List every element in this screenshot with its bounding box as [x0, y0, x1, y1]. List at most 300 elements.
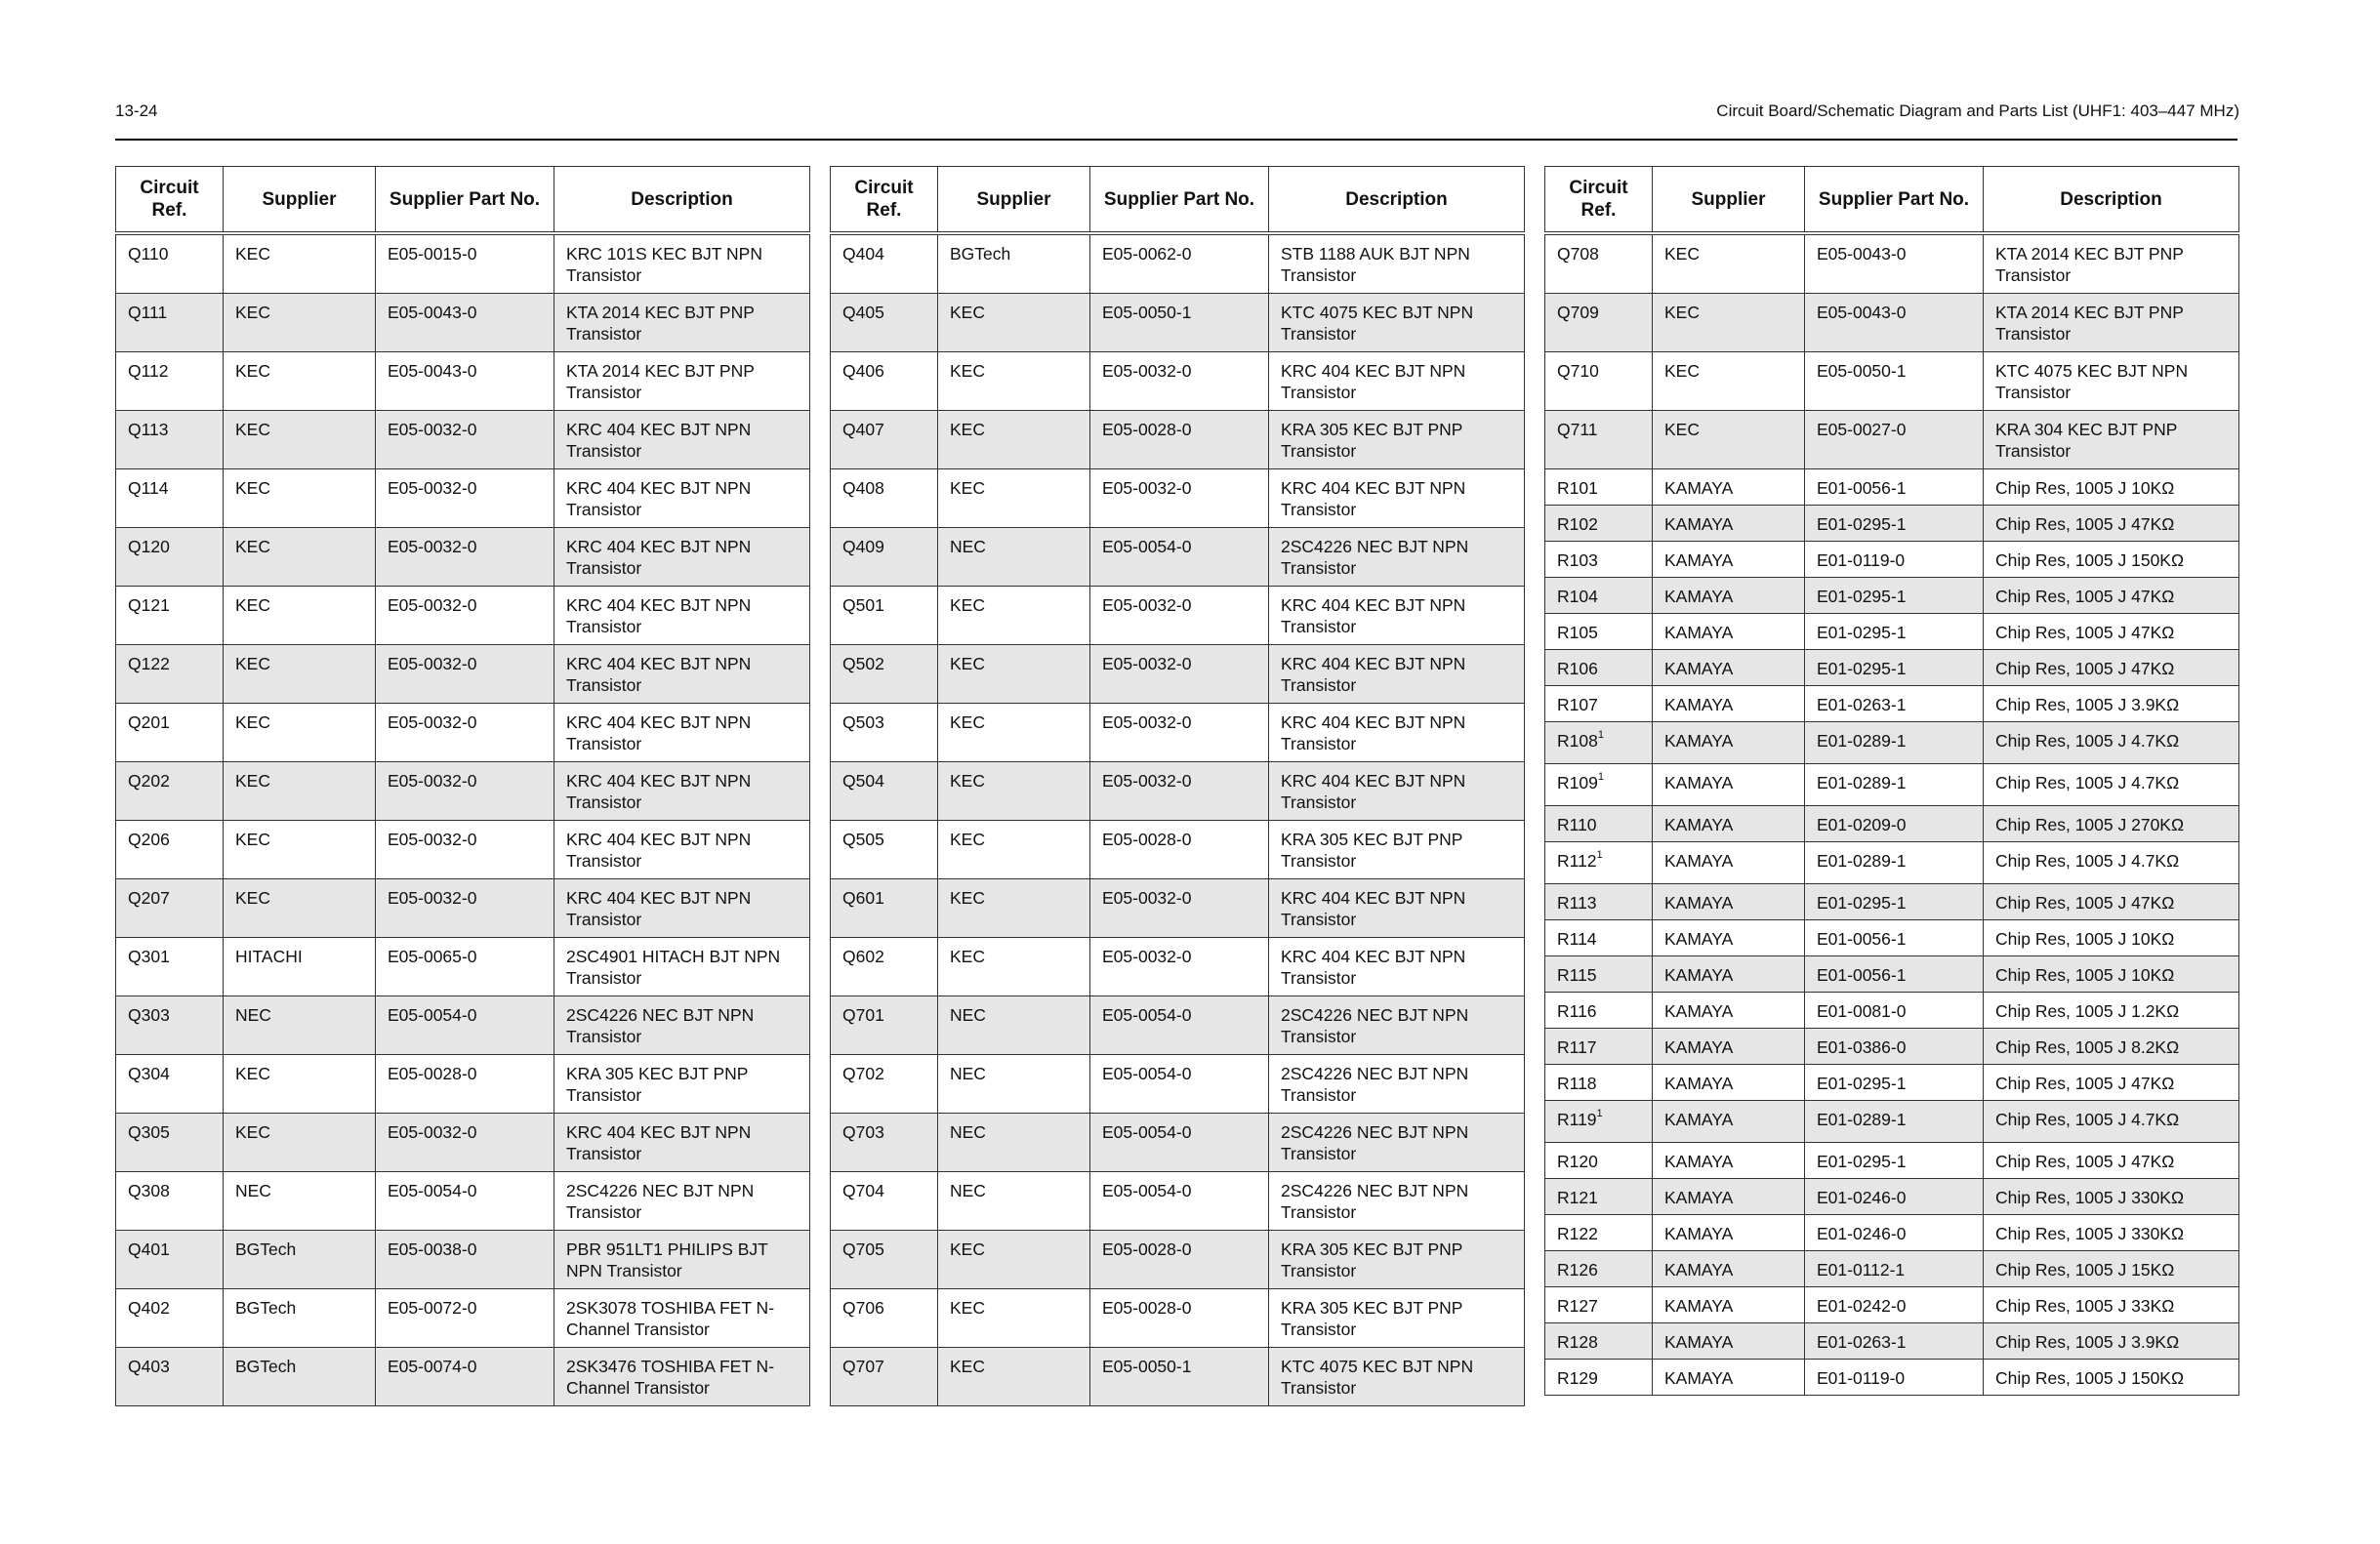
- circuit-ref-text: R102: [1557, 514, 1598, 534]
- page-title: Circuit Board/Schematic Diagram and Parts List (UHF1: 403–447 MHz): [1716, 102, 2239, 120]
- cell-description: KTA 2014 KEC BJT PNP Transistor: [1984, 233, 2239, 294]
- cell-supplier: KEC: [1653, 233, 1805, 294]
- cell-supplier-part-no: E05-0027-0: [1805, 411, 1984, 469]
- cell-supplier-part-no: E05-0054-0: [1090, 996, 1269, 1055]
- cell-supplier: KEC: [938, 821, 1090, 879]
- table-row: [831, 996, 1525, 1055]
- cell-description: KRC 404 KEC BJT NPN Transistor: [1269, 762, 1525, 821]
- table-row: [831, 1172, 1525, 1231]
- cell-description: 2SK3078 TOSHIBA FET N-Channel Transistor: [554, 1289, 810, 1348]
- parts-table-3: [1544, 166, 2239, 1396]
- circuit-ref-text: R109: [1557, 773, 1598, 792]
- header-circuit-ref: Circuit Ref.: [116, 167, 224, 234]
- cell-description: KRC 404 KEC BJT NPN Transistor: [1269, 352, 1525, 411]
- table-row: [1545, 1179, 2239, 1215]
- circuit-ref-text: Q401: [128, 1239, 170, 1259]
- cell-circuit-ref: [1545, 722, 1653, 764]
- circuit-ref-text: R114: [1557, 929, 1597, 949]
- cell-description: KRC 404 KEC BJT NPN Transistor: [1269, 587, 1525, 645]
- cell-description: Chip Res, 1005 J 47KΩ: [1984, 506, 2239, 542]
- circuit-ref-text: Q406: [842, 361, 884, 381]
- cell-description: KRA 305 KEC BJT PNP Transistor: [1269, 1289, 1525, 1348]
- cell-supplier-part-no: E01-0289-1: [1805, 842, 1984, 884]
- table-row: [831, 1289, 1525, 1348]
- cell-supplier: KAMAYA: [1653, 993, 1805, 1029]
- table-row: [1545, 233, 2239, 294]
- cell-supplier-part-no: E05-0054-0: [1090, 1114, 1269, 1172]
- table-row: [116, 233, 810, 294]
- cell-supplier: KEC: [224, 1114, 376, 1172]
- circuit-ref-text: Q501: [842, 595, 884, 615]
- circuit-ref-text: R126: [1557, 1260, 1598, 1280]
- table-row: [831, 645, 1525, 704]
- cell-supplier-part-no: E05-0054-0: [376, 1172, 554, 1231]
- cell-circuit-ref: [831, 821, 938, 879]
- cell-circuit-ref: [116, 996, 224, 1055]
- cell-circuit-ref: [116, 294, 224, 352]
- cell-circuit-ref: [1545, 1360, 1653, 1396]
- table-row: [831, 528, 1525, 587]
- cell-description: Chip Res, 1005 J 47KΩ: [1984, 578, 2239, 614]
- cell-description: KTC 4075 KEC BJT NPN Transistor: [1984, 352, 2239, 411]
- cell-supplier: KEC: [938, 879, 1090, 938]
- cell-supplier-part-no: E05-0032-0: [376, 469, 554, 528]
- table-row: [831, 469, 1525, 528]
- circuit-ref-text: Q503: [842, 712, 884, 732]
- cell-circuit-ref: [1545, 686, 1653, 722]
- header-circuit-ref: Circuit Ref.: [1545, 167, 1653, 234]
- cell-description: 2SC4226 NEC BJT NPN Transistor: [1269, 1055, 1525, 1114]
- cell-supplier: KAMAYA: [1653, 1179, 1805, 1215]
- circuit-ref-text: R110: [1557, 815, 1597, 834]
- table-row: [831, 411, 1525, 469]
- cell-supplier: KEC: [938, 1348, 1090, 1406]
- cell-circuit-ref: [1545, 1251, 1653, 1287]
- table-row: [116, 469, 810, 528]
- header-supplier-part-no: Supplier Part No.: [1805, 167, 1984, 234]
- table-row: [831, 704, 1525, 762]
- cell-supplier: KEC: [938, 1231, 1090, 1289]
- table-row: [116, 821, 810, 879]
- cell-supplier-part-no: E05-0028-0: [1090, 1289, 1269, 1348]
- cell-supplier-part-no: E01-0119-0: [1805, 1360, 1984, 1396]
- cell-supplier-part-no: E01-0081-0: [1805, 993, 1984, 1029]
- table-row: [1545, 1029, 2239, 1065]
- cell-circuit-ref: [1545, 352, 1653, 411]
- cell-supplier-part-no: E05-0028-0: [1090, 411, 1269, 469]
- table-row: [1545, 686, 2239, 722]
- cell-circuit-ref: [116, 645, 224, 704]
- table-row: [116, 996, 810, 1055]
- cell-supplier: KEC: [224, 294, 376, 352]
- cell-circuit-ref: [116, 1289, 224, 1348]
- circuit-ref-text: Q602: [842, 947, 884, 966]
- cell-circuit-ref: [116, 1348, 224, 1406]
- circuit-ref-text: Q711: [1557, 420, 1598, 439]
- cell-circuit-ref: [831, 233, 938, 294]
- cell-description: 2SC4226 NEC BJT NPN Transistor: [1269, 1172, 1525, 1231]
- cell-circuit-ref: [831, 1114, 938, 1172]
- cell-circuit-ref: [1545, 542, 1653, 578]
- cell-circuit-ref: [831, 938, 938, 996]
- cell-description: Chip Res, 1005 J 3.9KΩ: [1984, 686, 2239, 722]
- cell-description: Chip Res, 1005 J 4.7KΩ: [1984, 764, 2239, 806]
- circuit-ref-text: Q120: [128, 537, 170, 556]
- cell-supplier-part-no: E05-0032-0: [376, 821, 554, 879]
- cell-description: Chip Res, 1005 J 4.7KΩ: [1984, 842, 2239, 884]
- cell-supplier-part-no: E05-0032-0: [1090, 587, 1269, 645]
- circuit-ref-text: R128: [1557, 1332, 1598, 1352]
- cell-description: Chip Res, 1005 J 150KΩ: [1984, 542, 2239, 578]
- parts-table-2: [830, 166, 1525, 1406]
- cell-supplier-part-no: E05-0065-0: [376, 938, 554, 996]
- table-row: [1545, 650, 2239, 686]
- cell-supplier: KEC: [938, 352, 1090, 411]
- circuit-ref-text: R116: [1557, 1001, 1597, 1021]
- footnote-marker: 1: [1596, 1108, 1603, 1120]
- table-row: [1545, 1101, 2239, 1143]
- cell-supplier: KEC: [938, 704, 1090, 762]
- cell-supplier-part-no: E01-0295-1: [1805, 578, 1984, 614]
- cell-circuit-ref: [116, 938, 224, 996]
- circuit-ref-text: Q407: [842, 420, 884, 439]
- footnote-marker: 1: [1596, 849, 1603, 862]
- cell-description: 2SC4226 NEC BJT NPN Transistor: [554, 996, 810, 1055]
- cell-description: KRC 404 KEC BJT NPN Transistor: [1269, 879, 1525, 938]
- cell-supplier-part-no: E05-0054-0: [1090, 1172, 1269, 1231]
- circuit-ref-text: Q305: [128, 1122, 170, 1142]
- circuit-ref-text: Q404: [842, 244, 884, 264]
- circuit-ref-text: R101: [1557, 478, 1598, 498]
- cell-circuit-ref: [116, 1114, 224, 1172]
- cell-supplier: KEC: [224, 469, 376, 528]
- cell-circuit-ref: [116, 1231, 224, 1289]
- table-row: [1545, 578, 2239, 614]
- cell-description: Chip Res, 1005 J 270KΩ: [1984, 806, 2239, 842]
- cell-supplier-part-no: E05-0032-0: [376, 704, 554, 762]
- cell-description: 2SC4901 HITACH BJT NPN Transistor: [554, 938, 810, 996]
- circuit-ref-text: Q114: [128, 478, 169, 498]
- cell-description: Chip Res, 1005 J 8.2KΩ: [1984, 1029, 2239, 1065]
- cell-supplier: BGTech: [224, 1348, 376, 1406]
- cell-supplier-part-no: E05-0032-0: [1090, 762, 1269, 821]
- circuit-ref-text: Q706: [842, 1298, 884, 1318]
- cell-description: KRC 404 KEC BJT NPN Transistor: [554, 762, 810, 821]
- circuit-ref-text: Q304: [128, 1064, 170, 1083]
- cell-circuit-ref: [1545, 1101, 1653, 1143]
- table-row: [831, 821, 1525, 879]
- header-circuit-ref: Circuit Ref.: [831, 167, 938, 234]
- cell-description: STB 1188 AUK BJT NPN Transistor: [1269, 233, 1525, 294]
- cell-supplier: NEC: [938, 1114, 1090, 1172]
- cell-supplier-part-no: E05-0074-0: [376, 1348, 554, 1406]
- cell-supplier-part-no: E05-0032-0: [1090, 704, 1269, 762]
- circuit-ref-text: R104: [1557, 587, 1598, 606]
- cell-circuit-ref: [116, 233, 224, 294]
- cell-supplier: KAMAYA: [1653, 1287, 1805, 1323]
- circuit-ref-text: R119: [1557, 1110, 1597, 1129]
- cell-supplier-part-no: E01-0295-1: [1805, 1065, 1984, 1101]
- cell-supplier: KEC: [224, 411, 376, 469]
- cell-description: KTC 4075 KEC BJT NPN Transistor: [1269, 294, 1525, 352]
- table-row: [1545, 411, 2239, 469]
- circuit-ref-text: Q708: [1557, 244, 1599, 264]
- circuit-ref-text: Q505: [842, 830, 884, 849]
- cell-supplier: KAMAYA: [1653, 1029, 1805, 1065]
- table-row: [1545, 614, 2239, 650]
- cell-supplier-part-no: E05-0062-0: [1090, 233, 1269, 294]
- table-row: [1545, 1251, 2239, 1287]
- table-row: [1545, 842, 2239, 884]
- cell-circuit-ref: [831, 352, 938, 411]
- circuit-ref-text: Q308: [128, 1181, 170, 1200]
- cell-supplier: NEC: [938, 1172, 1090, 1231]
- circuit-ref-text: R127: [1557, 1296, 1598, 1316]
- cell-supplier: KAMAYA: [1653, 884, 1805, 920]
- table-row: [116, 704, 810, 762]
- circuit-ref-text: Q301: [128, 947, 170, 966]
- circuit-ref-text: Q601: [842, 888, 884, 908]
- table-row: [831, 1231, 1525, 1289]
- cell-supplier-part-no: E05-0015-0: [376, 233, 554, 294]
- cell-circuit-ref: [1545, 469, 1653, 506]
- cell-circuit-ref: [831, 1348, 938, 1406]
- cell-supplier: BGTech: [938, 233, 1090, 294]
- table-row: [831, 587, 1525, 645]
- cell-supplier: KEC: [224, 528, 376, 587]
- cell-supplier: BGTech: [224, 1231, 376, 1289]
- cell-supplier: KEC: [938, 587, 1090, 645]
- cell-circuit-ref: [116, 411, 224, 469]
- circuit-ref-text: Q110: [128, 244, 169, 264]
- circuit-ref-text: Q710: [1557, 361, 1599, 381]
- footnote-marker: 1: [1597, 729, 1604, 742]
- table-row: [116, 1289, 810, 1348]
- cell-supplier-part-no: E01-0246-0: [1805, 1179, 1984, 1215]
- table-row: [1545, 542, 2239, 578]
- circuit-ref-text: R122: [1557, 1224, 1598, 1243]
- cell-supplier-part-no: E01-0209-0: [1805, 806, 1984, 842]
- circuit-ref-text: Q408: [842, 478, 884, 498]
- cell-circuit-ref: [1545, 1215, 1653, 1251]
- cell-supplier-part-no: E01-0295-1: [1805, 884, 1984, 920]
- cell-supplier: KEC: [224, 762, 376, 821]
- cell-supplier-part-no: E05-0032-0: [376, 1114, 554, 1172]
- circuit-ref-text: Q206: [128, 830, 170, 849]
- cell-supplier: KAMAYA: [1653, 806, 1805, 842]
- cell-description: KRC 404 KEC BJT NPN Transistor: [1269, 938, 1525, 996]
- cell-circuit-ref: [1545, 1143, 1653, 1179]
- table-row: [116, 879, 810, 938]
- cell-circuit-ref: [1545, 233, 1653, 294]
- table-row: [1545, 1287, 2239, 1323]
- cell-description: Chip Res, 1005 J 10KΩ: [1984, 920, 2239, 956]
- cell-circuit-ref: [1545, 1029, 1653, 1065]
- cell-supplier: KAMAYA: [1653, 506, 1805, 542]
- cell-circuit-ref: [831, 879, 938, 938]
- circuit-ref-text: R107: [1557, 695, 1598, 714]
- cell-circuit-ref: [831, 645, 938, 704]
- table-row: [831, 762, 1525, 821]
- cell-circuit-ref: [116, 1172, 224, 1231]
- table-row: [831, 1348, 1525, 1406]
- circuit-ref-text: Q201: [128, 712, 170, 732]
- cell-supplier-part-no: E05-0050-1: [1090, 1348, 1269, 1406]
- table-row: [1545, 722, 2239, 764]
- cell-circuit-ref: [1545, 411, 1653, 469]
- cell-description: PBR 951LT1 PHILIPS BJT NPN Transistor: [554, 1231, 810, 1289]
- table-row: [116, 294, 810, 352]
- cell-description: KRC 404 KEC BJT NPN Transistor: [554, 704, 810, 762]
- cell-supplier: KEC: [224, 587, 376, 645]
- cell-description: Chip Res, 1005 J 4.7KΩ: [1984, 722, 2239, 764]
- cell-description: KRC 404 KEC BJT NPN Transistor: [1269, 645, 1525, 704]
- cell-supplier: NEC: [224, 1172, 376, 1231]
- header-description: Description: [554, 167, 810, 234]
- cell-supplier: KEC: [224, 821, 376, 879]
- cell-circuit-ref: [1545, 920, 1653, 956]
- cell-description: Chip Res, 1005 J 47KΩ: [1984, 650, 2239, 686]
- header-supplier: Supplier: [938, 167, 1090, 234]
- cell-supplier-part-no: E05-0032-0: [376, 645, 554, 704]
- circuit-ref-text: R120: [1557, 1152, 1598, 1171]
- header-description: Description: [1269, 167, 1525, 234]
- table-row: [1545, 1143, 2239, 1179]
- cell-supplier-part-no: E05-0050-1: [1805, 352, 1984, 411]
- cell-description: Chip Res, 1005 J 15KΩ: [1984, 1251, 2239, 1287]
- table-row: [116, 528, 810, 587]
- cell-supplier: KAMAYA: [1653, 578, 1805, 614]
- cell-supplier: KAMAYA: [1653, 1143, 1805, 1179]
- cell-description: Chip Res, 1005 J 10KΩ: [1984, 956, 2239, 993]
- table-row: [831, 294, 1525, 352]
- cell-supplier-part-no: E01-0056-1: [1805, 956, 1984, 993]
- cell-supplier: KEC: [224, 645, 376, 704]
- circuit-ref-text: Q705: [842, 1239, 884, 1259]
- cell-supplier-part-no: E01-0242-0: [1805, 1287, 1984, 1323]
- cell-description: 2SC4226 NEC BJT NPN Transistor: [1269, 528, 1525, 587]
- table-row: [1545, 956, 2239, 993]
- cell-supplier: NEC: [938, 996, 1090, 1055]
- cell-description: Chip Res, 1005 J 47KΩ: [1984, 614, 2239, 650]
- header-supplier-part-no: Supplier Part No.: [376, 167, 554, 234]
- cell-description: KRA 305 KEC BJT PNP Transistor: [1269, 821, 1525, 879]
- cell-description: KRC 404 KEC BJT NPN Transistor: [1269, 704, 1525, 762]
- table-row: [831, 233, 1525, 294]
- cell-circuit-ref: [1545, 764, 1653, 806]
- cell-supplier-part-no: E05-0054-0: [1090, 1055, 1269, 1114]
- table-row: [831, 1114, 1525, 1172]
- cell-supplier: KEC: [938, 294, 1090, 352]
- cell-supplier: KAMAYA: [1653, 686, 1805, 722]
- cell-supplier: KAMAYA: [1653, 956, 1805, 993]
- cell-supplier: KAMAYA: [1653, 920, 1805, 956]
- cell-circuit-ref: [116, 762, 224, 821]
- cell-supplier-part-no: E05-0032-0: [376, 587, 554, 645]
- cell-supplier-part-no: E01-0386-0: [1805, 1029, 1984, 1065]
- circuit-ref-text: R113: [1557, 893, 1597, 913]
- cell-supplier: KAMAYA: [1653, 542, 1805, 578]
- cell-circuit-ref: [831, 996, 938, 1055]
- cell-circuit-ref: [116, 821, 224, 879]
- table-row: [116, 762, 810, 821]
- cell-description: 2SK3476 TOSHIBA FET N-Channel Transistor: [554, 1348, 810, 1406]
- cell-supplier: KEC: [938, 645, 1090, 704]
- page-number: 13-24: [115, 102, 158, 120]
- circuit-ref-text: R105: [1557, 623, 1598, 642]
- cell-description: KRC 404 KEC BJT NPN Transistor: [554, 645, 810, 704]
- cell-supplier: KAMAYA: [1653, 469, 1805, 506]
- cell-supplier-part-no: E01-0289-1: [1805, 1101, 1984, 1143]
- table-row: [1545, 920, 2239, 956]
- cell-description: KTA 2014 KEC BJT PNP Transistor: [1984, 294, 2239, 352]
- cell-supplier-part-no: E05-0043-0: [1805, 233, 1984, 294]
- cell-supplier: KAMAYA: [1653, 764, 1805, 806]
- cell-description: KRC 404 KEC BJT NPN Transistor: [1269, 469, 1525, 528]
- cell-description: Chip Res, 1005 J 47KΩ: [1984, 1143, 2239, 1179]
- cell-circuit-ref: [831, 528, 938, 587]
- cell-description: Chip Res, 1005 J 33KΩ: [1984, 1287, 2239, 1323]
- cell-supplier: KAMAYA: [1653, 614, 1805, 650]
- table-row: [116, 1114, 810, 1172]
- circuit-ref-text: Q402: [128, 1298, 170, 1318]
- header-supplier: Supplier: [1653, 167, 1805, 234]
- cell-supplier: NEC: [938, 1055, 1090, 1114]
- cell-description: KTA 2014 KEC BJT PNP Transistor: [554, 352, 810, 411]
- cell-description: Chip Res, 1005 J 330KΩ: [1984, 1215, 2239, 1251]
- cell-description: KRA 305 KEC BJT PNP Transistor: [554, 1055, 810, 1114]
- cell-description: Chip Res, 1005 J 330KΩ: [1984, 1179, 2239, 1215]
- cell-circuit-ref: [116, 704, 224, 762]
- circuit-ref-text: Q303: [128, 1005, 170, 1025]
- circuit-ref-text: R129: [1557, 1368, 1598, 1388]
- table-row: [116, 352, 810, 411]
- table-row: [831, 938, 1525, 996]
- cell-circuit-ref: [1545, 1065, 1653, 1101]
- cell-supplier-part-no: E05-0043-0: [1805, 294, 1984, 352]
- cell-supplier-part-no: E01-0246-0: [1805, 1215, 1984, 1251]
- cell-supplier-part-no: E01-0112-1: [1805, 1251, 1984, 1287]
- table-row: [831, 879, 1525, 938]
- cell-circuit-ref: [831, 294, 938, 352]
- cell-supplier: KAMAYA: [1653, 1323, 1805, 1360]
- circuit-ref-text: Q122: [128, 654, 170, 673]
- cell-supplier: KEC: [938, 411, 1090, 469]
- cell-description: Chip Res, 1005 J 3.9KΩ: [1984, 1323, 2239, 1360]
- cell-circuit-ref: [116, 352, 224, 411]
- cell-supplier-part-no: E01-0295-1: [1805, 1143, 1984, 1179]
- cell-description: KRC 404 KEC BJT NPN Transistor: [554, 1114, 810, 1172]
- cell-supplier: KEC: [224, 233, 376, 294]
- cell-supplier-part-no: E05-0032-0: [1090, 352, 1269, 411]
- cell-circuit-ref: [831, 1289, 938, 1348]
- circuit-ref-text: R117: [1557, 1037, 1597, 1057]
- cell-supplier-part-no: E01-0289-1: [1805, 764, 1984, 806]
- cell-supplier: KAMAYA: [1653, 1065, 1805, 1101]
- cell-description: Chip Res, 1005 J 47KΩ: [1984, 884, 2239, 920]
- cell-description: Chip Res, 1005 J 150KΩ: [1984, 1360, 2239, 1396]
- cell-circuit-ref: [1545, 578, 1653, 614]
- cell-circuit-ref: [116, 587, 224, 645]
- cell-description: KRC 404 KEC BJT NPN Transistor: [554, 821, 810, 879]
- footnote-marker: 1: [1597, 771, 1604, 784]
- cell-description: Chip Res, 1005 J 1.2KΩ: [1984, 993, 2239, 1029]
- cell-circuit-ref: [1545, 993, 1653, 1029]
- header-supplier-part-no: Supplier Part No.: [1090, 167, 1269, 234]
- cell-supplier: KEC: [224, 879, 376, 938]
- circuit-ref-text: R108: [1557, 731, 1598, 751]
- circuit-ref-text: R112: [1557, 851, 1597, 871]
